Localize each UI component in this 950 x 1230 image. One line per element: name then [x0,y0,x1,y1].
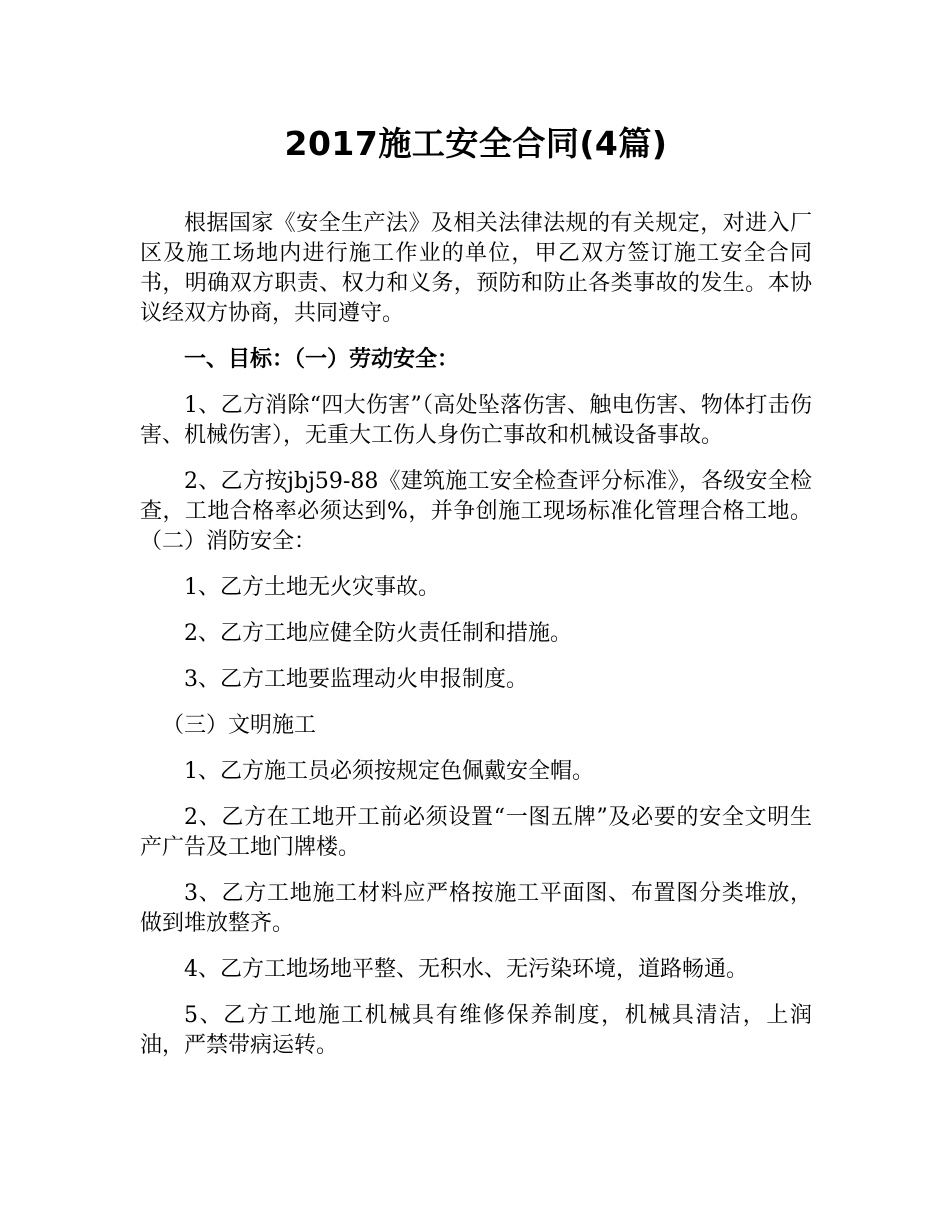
paragraph-item: 2、乙方在工地开工前必须设置“一图五牌”及必要的安全文明生产广告及工地门牌楼。 [140,805,812,860]
paragraph-item: 5、乙方工地施工机械具有维修保养制度，机械具清洁，上润油，严禁带病运转。 [140,1003,812,1058]
document-body [140,209,812,1061]
subsection-heading-civilized: （三）文明施工 [162,713,317,738]
section-heading-goals: 一、目标：（一）劳动安全： [184,347,460,372]
paragraph-item: 3、乙方工地施工材料应严格按施工平面图、布置图分类堆放，做到堆放整齐。 [140,881,812,936]
paragraph-item: 2、乙方按jbj59-88《建筑施工安全检查评分标准》，各级安全检查，工地合格率必须达到%，并争创施工现场标准化管理合格工地。（二）消防安全： [140,469,812,554]
paragraph-item: 1、乙方施工员必须按规定色佩戴安全帽。 [184,759,594,784]
document-title: 2017施工安全合同(4篇) [284,124,668,163]
paragraph-item: 3、乙方工地要监理动火申报制度。 [184,667,528,692]
paragraph-item: 2、乙方工地应健全防火责任制和措施。 [184,621,572,646]
document-page [140,0,812,1077]
paragraph-item: 1、乙方土地无火灾事故。 [184,575,440,600]
paragraph-item: 4、乙方工地场地平整、无积水、无污染环境，道路畅通。 [184,957,748,982]
paragraph-intro: 根据国家《安全生产法》及相关法律法规的有关规定，对进入厂区及施工场地内进行施工作业的单位，甲乙双方签订施工安全合同书，明确双方职责、权力和义务，预防和防止各类事故的发生。本协议经双方协商，共同遵守。 [140,211,812,326]
paragraph-item: 1、乙方消除“四大伤害”（高处坠落伤害、触电伤害、物体打击伤害、机械伤害），无重大工伤人身伤亡事故和机械设备事故。 [140,393,812,448]
